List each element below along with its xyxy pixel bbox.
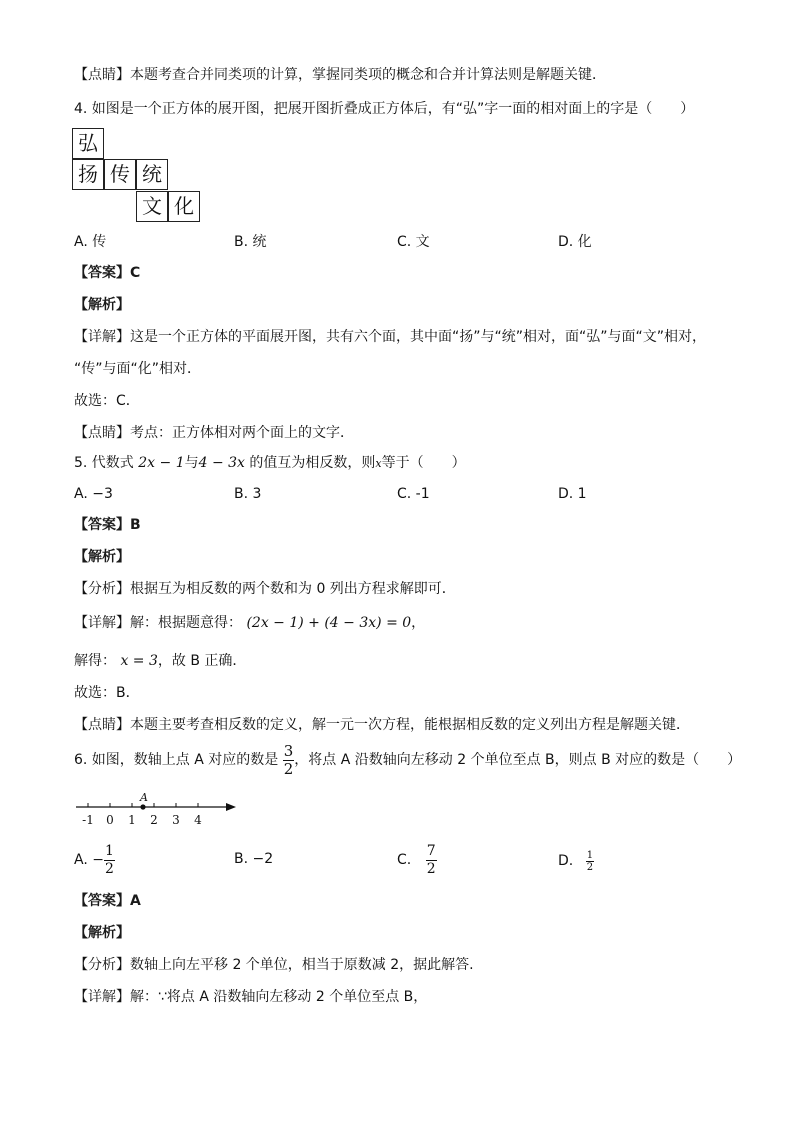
question-4: 4. 如图是一个正方体的展开图，把展开图折叠成正方体后，有“弘”字一面的相对面上的字是（ ） (74, 101, 695, 117)
q6-option-c-num: 7 (426, 842, 436, 859)
q6-fraction-den: 2 (283, 759, 294, 778)
number-line-point-a (140, 804, 145, 809)
q6-option-a-sign: − (92, 852, 104, 868)
q5-solve-equation: x = 3 (120, 653, 158, 669)
number-line-tick-label: 0 (106, 813, 114, 827)
q5-post: 的值互为相反数，则 (249, 455, 376, 471)
cube-net-figure (72, 128, 212, 226)
q4-option-d: D. 化 (558, 234, 592, 250)
q5-prefix: 5. 代数式 (74, 455, 134, 471)
net-cell-tong: 统 (136, 159, 168, 190)
net-cell-chuan: 传 (104, 159, 136, 190)
q6-fraction (283, 743, 295, 778)
q6-detail: 【详解】解：∵将点 A 沿数轴向左移动 2 个单位至点 B， (74, 989, 428, 1005)
q6-option-c-fraction (426, 843, 437, 878)
q5-option-a: A. −3 (74, 486, 113, 502)
q6-option-c-den: 2 (426, 860, 436, 877)
q6-option-c (397, 842, 437, 878)
q4-option-a: A. 传 (74, 234, 107, 250)
q6-option-d-den: 2 (586, 861, 594, 873)
q5-answer: 【答案】B (74, 517, 141, 533)
number-line-tick-label: 3 (172, 813, 180, 827)
q5-tip: 【点睛】本题主要考查相反数的定义，解一元一次方程，能根据相反数的定义列出方程是解题关键． (74, 717, 690, 733)
number-line-tick-label: -1 (82, 813, 94, 827)
q5-and: 与 (184, 455, 199, 471)
q6-analysis: 【解析】 (74, 925, 130, 941)
number-line-figure (74, 790, 244, 830)
number-line-tick-label: 2 (150, 813, 158, 827)
q5-detail-prefix: 【详解】解：根据题意得： (74, 615, 242, 631)
q6-fraction-num: 3 (283, 741, 294, 760)
q5-option-d: D. 1 (558, 486, 587, 502)
q6-option-d-fraction (586, 850, 594, 873)
q4-tip: 【点睛】考点：正方体相对两个面上的文字． (74, 425, 354, 441)
q4-choose: 故选：C． (74, 393, 140, 409)
q6-option-c-label: C. (397, 852, 412, 868)
q6-option-d (558, 846, 594, 876)
q5-option-b: B. 3 (234, 486, 262, 502)
q5-expr-2: 4 − 3x (198, 455, 245, 471)
number-line-point-label: A (140, 791, 148, 804)
q5-expr-1: 2x − 1 (138, 455, 185, 471)
q5-solve-prefix: 解得： (74, 653, 116, 669)
question-6 (74, 742, 741, 778)
q6-option-a (74, 842, 115, 878)
q6-option-a-den: 2 (104, 860, 114, 877)
q5-detail-equation: (2x − 1) + (4 − 3x) = 0 (246, 615, 412, 631)
net-cell-hua: 化 (168, 191, 200, 222)
number-line-tick-label: 1 (128, 813, 136, 827)
q5-choose: 故选：B． (74, 685, 140, 701)
q5-analysis: 【解析】 (74, 549, 130, 565)
q5-option-c: C. -1 (397, 486, 430, 502)
net-cell-yang: 扬 (72, 159, 104, 190)
q4-answer: 【答案】C (74, 265, 141, 281)
number-line-tick-label: 4 (194, 813, 202, 827)
q4-analysis: 【解析】 (74, 297, 130, 313)
q6-prefix: 6. 如图，数轴上点 A 对应的数是 (74, 752, 279, 768)
number-line-arrow (226, 803, 236, 811)
q4-detail-1: 【详解】这是一个正方体的平面展开图，共有六个面，其中面“扬”与“统”相对，面“弘”与面“文”相对， (74, 329, 707, 345)
q6-post: ，将点 A 沿数轴向左移动 2 个单位至点 B，则点 B 对应的数是（ ） (294, 752, 742, 768)
q5-solve-post: ，故 B 正确． (157, 653, 247, 669)
q4-detail-2: “传”与面“化”相对． (74, 361, 202, 377)
q6-option-d-num: 1 (586, 849, 594, 861)
q6-answer: 【答案】A (74, 893, 141, 909)
q6-option-d-label: D. (558, 853, 574, 869)
q5-detail-comma: ， (411, 615, 426, 631)
q6-option-a-label: A. (74, 852, 88, 868)
q5-end: 等于（ ） (381, 455, 466, 471)
q5-solve (74, 652, 246, 670)
q5-var-x: x (375, 457, 382, 470)
q6-fenxi: 【分析】数轴上向左平移 2 个单位，相当于原数减 2，据此解答. (74, 957, 474, 973)
q4-option-b: B. 统 (234, 234, 267, 250)
tip-line-1: 【点睛】本题考查合并同类项的计算，掌握同类项的概念和合并计算法则是解题关键． (74, 67, 606, 83)
question-5 (74, 454, 466, 473)
q6-option-a-num: 1 (104, 842, 114, 859)
q4-option-c: C. 文 (397, 234, 430, 250)
q5-detail (74, 614, 425, 632)
q5-fenxi: 【分析】根据互为相反数的两个数和为 0 列出方程求解即可． (74, 581, 456, 597)
q6-option-a-fraction (104, 843, 115, 878)
net-cell-hong: 弘 (72, 128, 104, 159)
net-cell-wen: 文 (136, 191, 168, 222)
q6-option-b: B. −2 (234, 851, 274, 867)
